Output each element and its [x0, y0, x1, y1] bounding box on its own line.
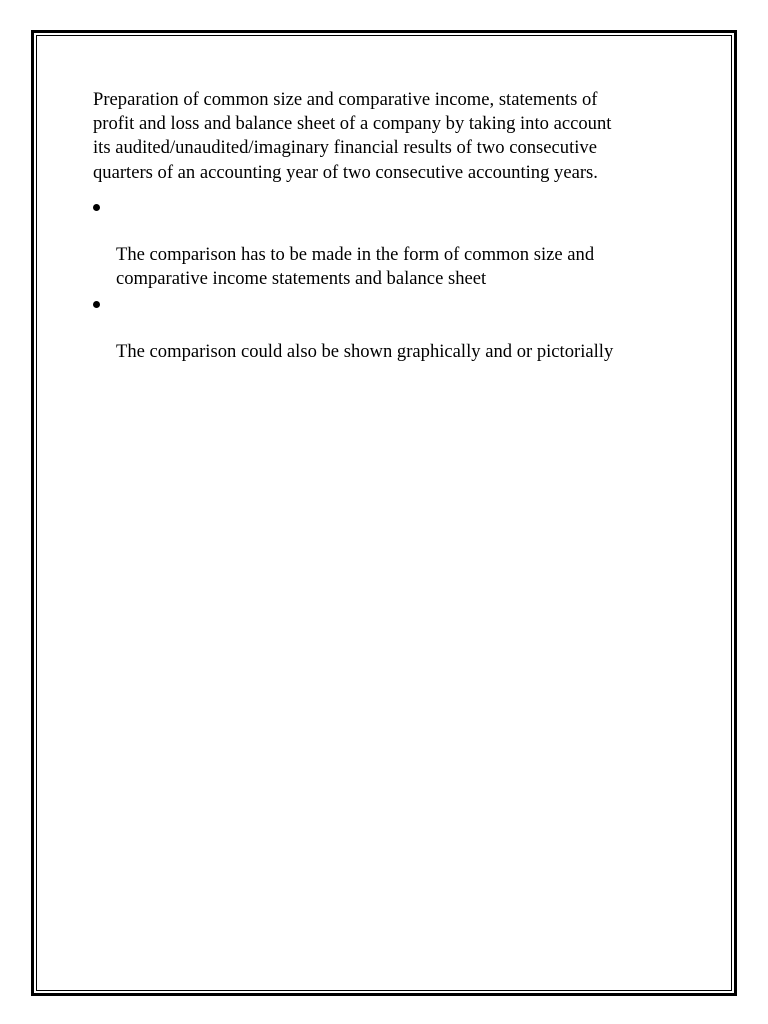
bullet-dot-icon: [93, 301, 100, 308]
document-content: [93, 88, 693, 364]
bullet-text: The comparison has to be made in the form of common size and comparative income statements and balance sheet: [116, 244, 595, 290]
bullet-item: [93, 195, 693, 292]
bullet-list: [93, 195, 693, 364]
bullet-text: The comparison could also be shown graphically and or pictorially: [116, 341, 614, 363]
bullet-item: [93, 292, 693, 365]
intro-paragraph: Preparation of common size and comparative income, statements of profit and loss and balance sheet of a company by taking into account its audited/unaudited/imaginary financial results of two consecutive quarters of an accounting year of two consecutive accounting years.: [93, 89, 612, 183]
bullet-dot-icon: [93, 204, 100, 211]
